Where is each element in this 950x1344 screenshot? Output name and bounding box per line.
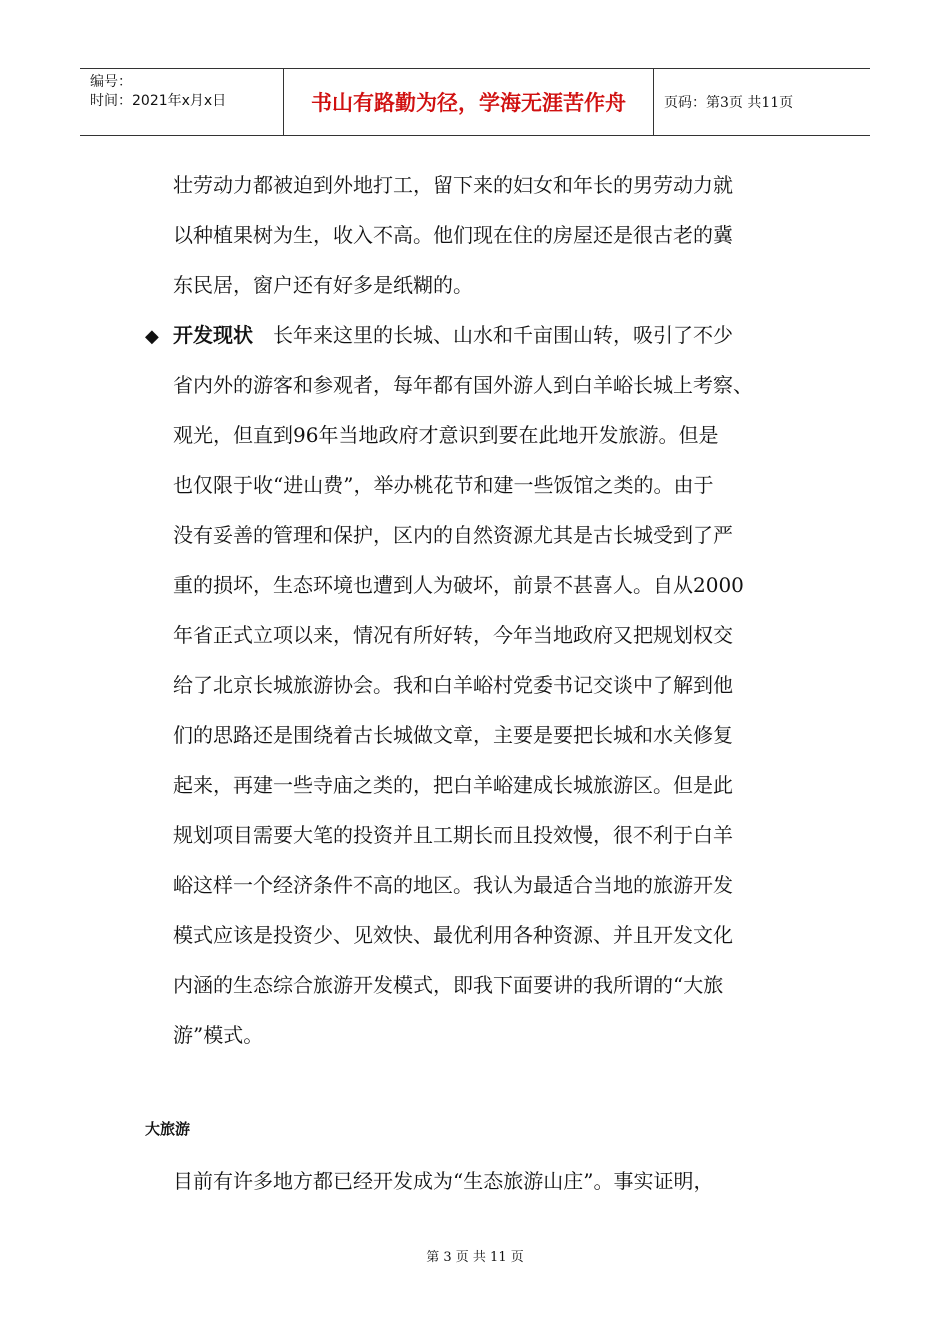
text-line: 给了北京长城旅游协会。我和白羊峪村党委书记交谈中了解到他 (173, 673, 733, 697)
text-line: 模式应该是投资少、见效快、最优利用各种资源、并且开发文化 (173, 923, 733, 947)
number-label: 编号： (90, 74, 132, 90)
text-line: 规划项目需要大笔的投资并且工期长而且投效慢，很不利于白羊 (173, 823, 733, 847)
section-first-text: 长年来这里的长城、山水和千亩围山转，吸引了不少 (273, 323, 733, 347)
diamond-bullet-icon: ◆ (145, 326, 159, 347)
text-line: 观光，但直到96年当地政府才意识到要在此地开发旅游。但是 (173, 423, 719, 447)
text-line: 省内外的游客和参观者，每年都有国外游人到白羊峪长城上考察、 (173, 373, 753, 397)
text-line: 没有妥善的管理和保护，区内的自然资源尤其是古长城受到了严 (173, 523, 733, 547)
text-line: 游”模式。 (173, 1023, 264, 1047)
header-page-info: 页码：第3页 共11页 (664, 95, 794, 111)
section-heading: 大旅游 (145, 1120, 191, 1138)
section-title: 开发现状 (173, 323, 253, 347)
page-footer: 第 3 页 共 11 页 (426, 1250, 524, 1265)
header-motto: 书山有路勤为径，学海无涯苦作舟 (284, 69, 654, 135)
header-meta (80, 69, 284, 135)
text-line: 起来，再建一些寺庙之类的，把白羊峪建成长城旅游区。但是此 (173, 773, 733, 797)
text-line: 峪这样一个经济条件不高的地区。我认为最适合当地的旅游开发 (173, 873, 733, 897)
text-line: 年省正式立项以来，情况有所好转，今年当地政府又把规划权交 (173, 623, 733, 647)
document-body (145, 160, 845, 1060)
text-line: 内涵的生态综合旅游开发模式，即我下面要讲的我所谓的“大旅 (173, 973, 724, 997)
section-first-line (145, 310, 845, 360)
text-line: 以种植果树为生，收入不高。他们现在住的房屋还是很古老的冀 (173, 223, 733, 247)
page-header (80, 68, 870, 136)
text-line: 目前有许多地方都已经开发成为“生态旅游山庄”。事实证明， (173, 1169, 714, 1193)
text-line: 壮劳动力都被迫到外地打工，留下来的妇女和年长的男劳动力就 (173, 173, 733, 197)
text-line: 也仅限于收“进山费”，举办桃花节和建一些饭馆之类的。由于 (173, 473, 714, 497)
text-line: 们的思路还是围绕着古长城做文章，主要是要把长城和水关修复 (173, 723, 733, 747)
text-line: 重的损坏，生态环境也遭到人为破坏，前景不甚喜人。自从2000 (173, 573, 744, 597)
text-line: 东民居，窗户还有好多是纸糊的。 (173, 273, 473, 297)
time-label: 时间：2021年x月x日 (90, 93, 227, 109)
